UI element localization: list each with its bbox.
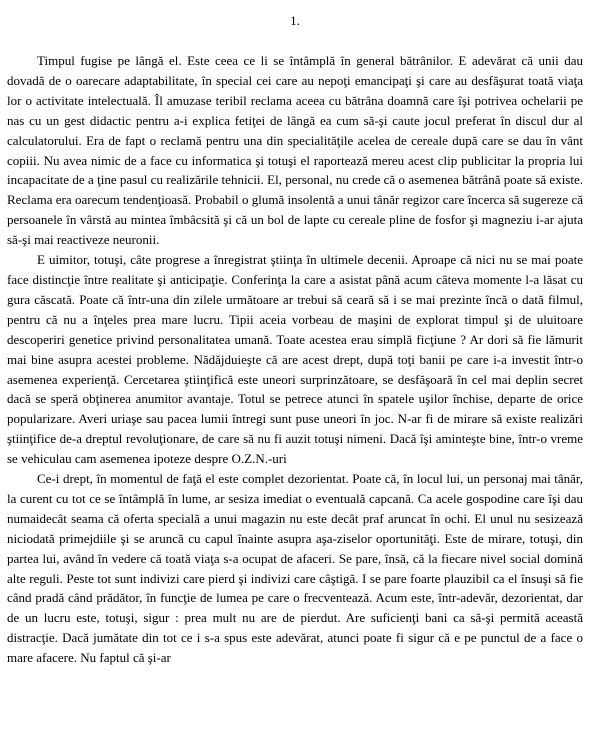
paragraph-1: Timpul fugise pe lângă el. Este ceea ce li se întâmplă în general bătrânilor. E adevărat că unii dau dovadă de o oarecare adaptabilitate, în special cei care au nepoţi emancipaţi şi care au desfăşurat toată viaţa lor o activitate intelectuală. Îl amuzase teribil reclama aceea cu bătrâna doamnă care îşi potrivea ochelarii pe nas cu un gest didactic pentru a-i explica fetiţei de lângă ea cum să-şi caute jocul preferat în discul dur al calculatorului. Era de fapt o reclamă pentru una din specialităţile acelea de cereale după care se dau în vânt copiii. Nu avea nimic de a face cu informatica şi totuşi el raportează mereu acest clip publicitar la propria lui incapacitate de a ţine pasul cu realizările tehnicii. El, personal, nu crede că o asemenea bătrână poate să existe. Reclama era oarecum tendenţioasă. Probabil o glumă insolentă a unui tânăr regizor care încerca să sugereze că persoanele în vârstă au mintea îmbâcsită şi că un bol de lapte cu cereale pline de fosfor şi magneziu i-ar ajuta să-şi mai reactiveze neuronii. (7, 53, 583, 248)
body-text (7, 51, 583, 668)
paragraph-3: Ce-i drept, în momentul de faţă el este complet dezorientat. Poate că, în locul lui, un personaj mai tânăr, la curent cu tot ce se întâmplă în lume, ar sesiza imediat o eventuală capcană. Ca acele gospodine care îşi dau numaidecât seama că oferta specială a unui magazin nu este decât praf aruncat în ochi. El unul nu sesizează niciodată primejdiile şi se aruncă cu capul înainte asupra aşa-ziselor oportunităţi. Este de mirare, totuşi, din partea lui, având în vedere că toată viaţa s-a ocupat de afaceri. Se pare, însă, că la fiecare nivel social domină alte reguli. Peste tot sunt indivizi care pierd şi indivizi care câştigă. I se pare foarte plauzibil ca el însuşi să fie când pradă când prădător, în funcţie de lumea pe care o frecventează. Acum este, într-adevăr, dezorientat, dar de un lucru este, totuşi, sigur : prea mult nu are de pierdut. Are suficienţi bani ca să-şi permită această distracţie. Dacă jumătate din tot ce i s-a spus este adevărat, atunci poate fi sigur că e pe punctul de a face o mare afacere. Nu faptul că şi-ar (7, 471, 583, 666)
paragraph-2: E uimitor, totuşi, câte progrese a înregistrat ştiinţa în ultimele decenii. Aproape că nici nu se mai poate face distincţie între realitate şi anticipaţie. Conferinţa la care a asistat până acum câteva momente l-a lăsat cu gura căscată. Poate că într-una din zilele următoare ar trebui să ceară să i se mai prezinte încă o dată filmul, pentru că nu a înţeles prea mare lucru. Tipii aceia vorbeau de maşini de explorat timpul şi de uluitoare descoperiri genetice privind personalitatea umană. Toate acestea erau simplă ficţiune ? Ar dori să fie lămurit mai bine asupra acestei probleme. Nădăjduieşte că are acest drept, după toţi banii pe care i-a investit într-o asemenea experienţă. Cercetarea ştiinţifică este uneori surprinzătoare, se desfăşoară în cel mai deplin secret dacă se speră obţinerea anumitor avantaje. Totul se petrece atunci în spatele uşilor închise, departe de orice popularizare. Averi uriaşe sau pacea lumii întregi sunt puse uneori în joc. N-ar fi de mirare să existe realizări ştiinţifice de-a dreptul revoluţionare, de care să nu fi auzit totuşi nimeni. Dacă îşi aminteşte bine, într-o vreme se vehiculau cam asemenea ipoteze despre O.Z.N.-uri (7, 252, 583, 467)
page-number: 1. (290, 13, 300, 28)
